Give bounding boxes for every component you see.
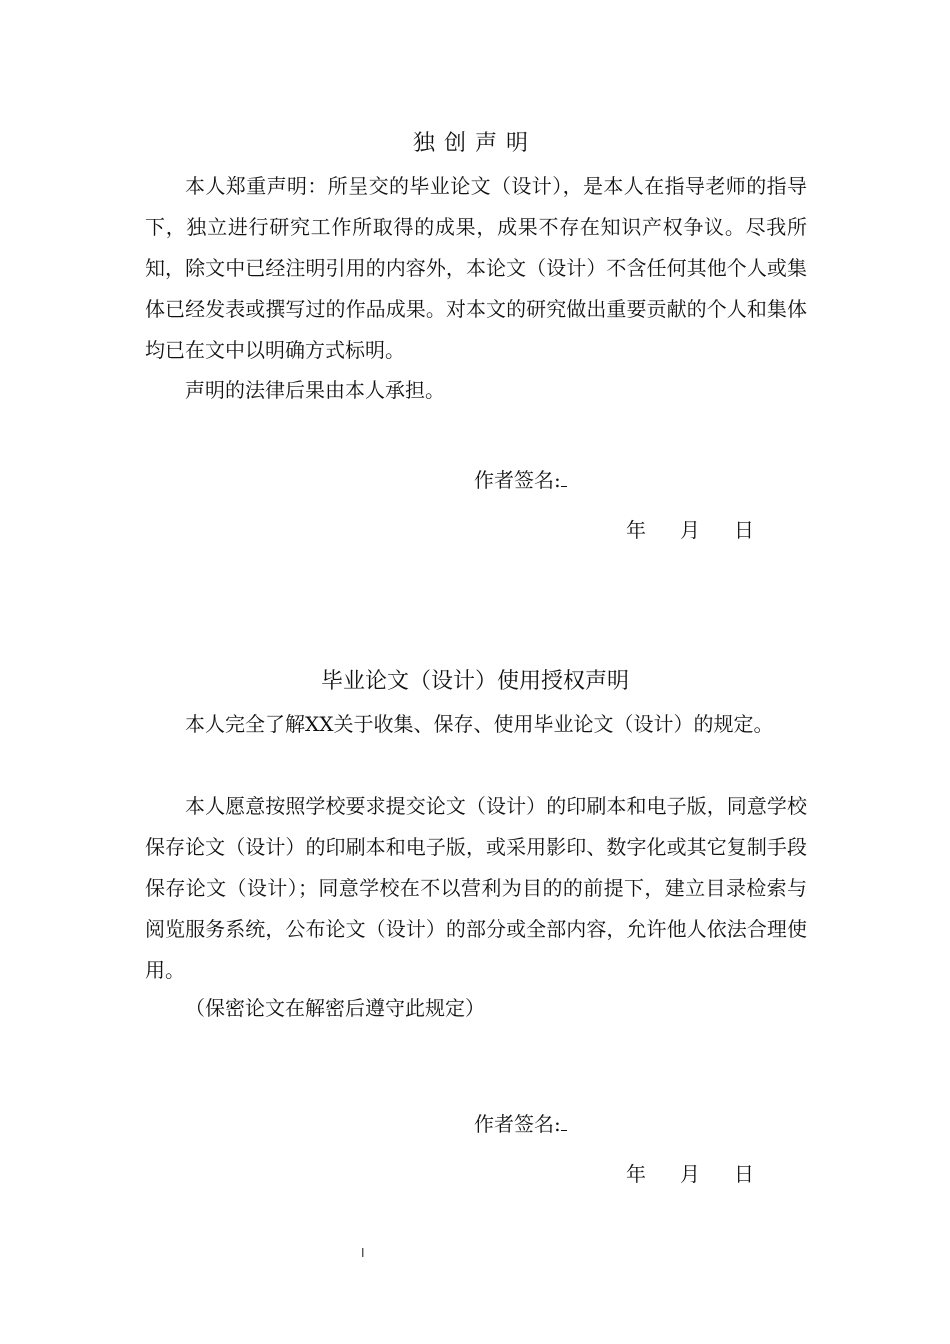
authorization-signature bbox=[474, 1110, 567, 1138]
date-month: 月 bbox=[680, 518, 700, 542]
declaration-date bbox=[626, 516, 788, 544]
date-day: 日 bbox=[734, 1162, 754, 1186]
declaration-paragraph-2: 声明的法律后果由本人承担。 bbox=[185, 378, 445, 402]
page-number: I bbox=[361, 1246, 365, 1260]
date-year: 年 bbox=[626, 1162, 646, 1186]
authorization-paragraph-2: 本人愿意按照学校要求提交论文（设计）的印刷本和电子版，同意学校保存论文（设计）的印刷本和电子版，或采用影印、数字化或其它复制手段保存论文（设计）；同意学校在不以营利为目的的前提下，建立目录检索与阅览服务系统，公布论文（设计）的部分或全部内容，允许他人依法合理使用。 bbox=[145, 794, 807, 982]
authorization-paragraph-1: 本人完全了解XX关于收集、保存、使用毕业论文（设计）的规定。 bbox=[185, 712, 774, 736]
declaration-paragraph-1: 本人郑重声明：所呈交的毕业论文（设计），是本人在指导老师的指导下，独立进行研究工作所取得的成果，成果不存在知识产权争议。尽我所知，除文中已经注明引用的内容外，本论文（设计）不含任何其他个人或集体已经发表或撰写过的作品成果。对本文的研究做出重要贡献的个人和集体均已在文中以明确方式标明。 bbox=[145, 174, 807, 362]
date-year: 年 bbox=[626, 518, 646, 542]
date-month: 月 bbox=[680, 1162, 700, 1186]
signature-line bbox=[561, 1112, 567, 1131]
authorization-title: 毕业论文（设计）使用授权声明 bbox=[320, 669, 629, 694]
authorization-note: （保密论文在解密后遵守此规定） bbox=[185, 996, 485, 1020]
signature-label: 作者签名: bbox=[474, 468, 561, 492]
signature-line bbox=[561, 468, 567, 487]
signature-label: 作者签名: bbox=[474, 1112, 561, 1136]
declaration-title: 独创声明 bbox=[412, 131, 537, 156]
authorization-date bbox=[626, 1160, 788, 1188]
date-day: 日 bbox=[734, 518, 754, 542]
declaration-signature bbox=[474, 466, 567, 494]
